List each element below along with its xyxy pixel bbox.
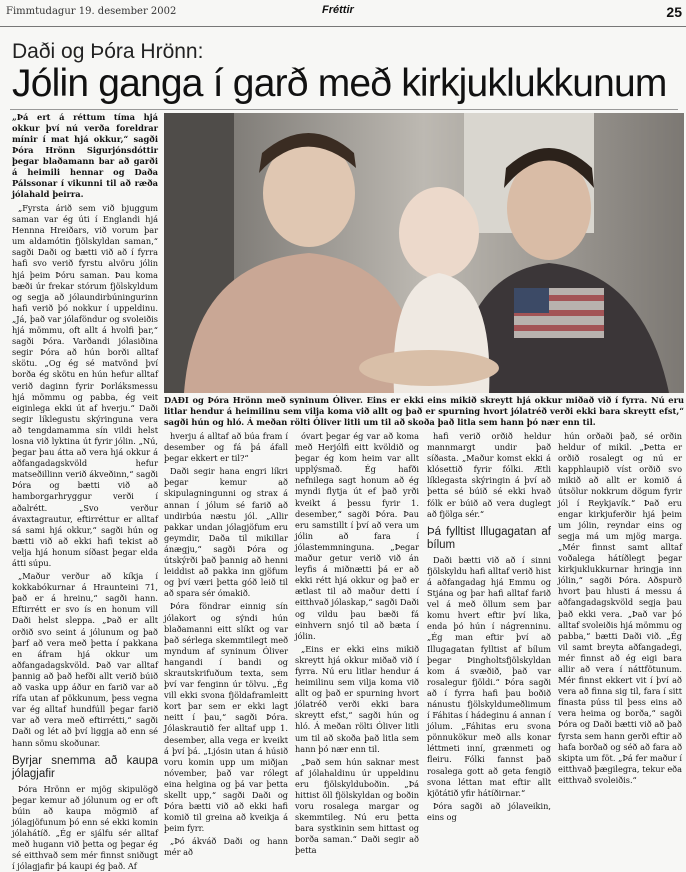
section-name: Fréttir [322,4,354,16]
text-column-1 [12,112,158,872]
photo-caption: DAÐI og Þóra Hrönn með syninum Óliver. Eins er ekki eins mikið skreytt hjá okkur miðað við í fyrra. Nú eru litlar hendur á heimilinu sem vilja koma við allt og það er spurning hvort jólatréð verði ekki bara skreytt efst,“ sagði hún og hló. Á meðan rölti Óliver litli um til að skoða það litla sem hann þó nær enn til. [164,395,684,427]
text-column-3 [295,431,419,856]
paragraph: óvart þegar ég var að koma með Herjólfi eitt kvöldið og þegar ég kom heim var allt upplýsmað. Ég hafði nefnilega sagt honum að ég myndi flytja út ef það yrði kveikt á þessu fyrir 1. desember,“ sagði Þóra. Þau eru samstillt í því að vera um jólin að fara í jólastemmninguna. „Þegar maður getur verið við án leyfis á miðnætti þá er að ekki rétt hjá okkur og það er ætlast til að maður detti í eitthvað jólaskap,“ sagði Daði og vildu þau bæði fá einhvern snjó til að bæta í jólin. [295,431,419,641]
column-1-body [12,203,158,749]
paragraph: „Maður verður að kíkja í kokkabókurnar á Hraunteini 71, það er á hreinu,“ sagði hann. Eftirrétt er svo ís en honum vill Daði helst sleppa. „Það er allt orðið svo seint á jólunum og það þarf að vera með þetta í pakkana en áfram hjá okkur um aðfangadagskvöld. Það var alltaf þannig að það hefði allt verið búið að vaska upp áður en farið var að rífa utan af pökkunum, þess vegna var ég alltaf hundfúll þegar farið var að vera með eftirrétti,“ sagði Daði og lét að því liggja að enn sé hann sömu skoðunar. [12,571,158,748]
article-kicker: Daði og Þóra Hrönn: [12,40,204,63]
page-number: 25 [666,4,682,20]
paragraph: hafi verið orðið heldur mannmargt undir það síðasta. „Maður komst ekki á klósettið fyrir fólki. Ætli líklegasta skýringin á því að þetta sé búið sé ekki hvað fólk er búið að vera duglegt að fjölga sér.“ [427,431,551,519]
text-column-5 [558,431,682,785]
issue-date: Fimmtudagur 19. desember 2002 [6,6,177,17]
subheading: Þá fylltist Illugagatan af bílum [427,525,551,551]
family-photo [164,113,684,393]
article-lead: „Þá ert á réttum tíma hjá okkur því nú verða foreldrar mínir í mat hjá okkur,“ sagði Þóra Hrönn Sigurjónsdóttir þegar blaðamann bar að garði á heimili hennar og Daða Pálssonar í vikunni til að ræða jólahald þeirra. [12,112,158,199]
paragraph: „Eins er ekki eins mikið skreytt hjá okkur miðað við í fyrra. Nú eru litlar hendur á heimilinu sem vilja koma við allt og það er spurning hvort jólatréð verði ekki bara skreytt efst,“ sagði hún og hló. Á meðan rölti Óliver litli um til að skoða það litla sem hann þó nær enn til. [295,643,419,754]
text-column-2 [164,431,288,858]
paragraph: Daði bætti við að í sinni fjölskyldu hafi alltaf verið hist á aðfangadag hjá Emmu og Stjána og þar hafi alltaf farið vel á með öllum sem þar komu hvert eftir því lika, enda þó hún í nágrenninu. „Ég man eftir því að Illugagatan fylltist af bílum þegar Þingholtsfjölskyldan kom á svæðið, það var rosalegur fjöldi.“ Þóra sagði að í fyrra hafi þau boðið nánustu fjölskyldumeðlimum í Fáhitas í hádeginu á annan í jólum. „Fáhitas eru svona pönnukökur með alls konar léttmeti inní, grænmeti og fleiru. Fólki fannst það rosalega gott að geta fengið svona léttan mat eftir allt kjötátið yfir hátíðirnar.“ [427,554,551,798]
subheading: Byrjar snemma að kaupa jólagjafir [12,754,158,780]
paragraph: hverju á alltaf að búa fram í desember og fá þá áfall þegar ekkert er til?“ [164,431,288,464]
paragraph: hún orðaði það, sé orðin heldur of mikil. „Þetta er orðið rosalegt og nú er kapphlaupið víst orðið svo mikið að allt er komið á útsölur nokkrum dögum fyrir jól í Reykjavík.“ Það eru engar kirkjuferðir hjá þeim um jólin, reyndar eins og segja má um mjög marga. „Mér finnst samt alltaf voðalega hátíðlegt þegar kirkjuklukkurnar hringja inn jólin,“ sagði Þóra. Aðspurð hvort þau hlusti á messu á aðfangadagskvöld segja þau það ekki vera. „Það var þó alltaf svoleiðis hjá mömmu og pabba,“ bætti Daði við. „Ég vil samt breyta aðfangadegi, mér finnst að ég eigi bara allir að vera í náttfötunum. Mér finnst ekkert vit í því að vera að finna sig til, fara í sitt fínasta púss til þess eins að vera heima og borða,“ sagði Þóra og Daði bætti við að það fyrsta sem hann gerði eftir að hafa borðað og séð að fara að skipta um föt. „Þá fer maður í eitthvað þægilegra, tekur eða eitthvað svoleiðis.“ [558,431,682,785]
text-column-4 [427,431,551,822]
paragraph: Daði segir hana engri líkri þegar kemur að skipulagningunni og strax á annan í jólum sé farið að undirbúa næstu jól. „Allir pakkar undan jólagjöfum eru geymdir, Daða til mikillar ánægju,“ sagði Þóra og útskýrði það þannig að henni leiddist að pakka inn gjöfum og því væri þetta góð leið til að spara sér ómakið. [164,466,288,599]
page-header [0,0,686,27]
paragraph: Þóra föndrar einnig sín jólakort og sýndi hún blaðamanni eitt slíkt og var það sérlega skemmtilegt með myndum af syninum Óliver hangandi í bandi og skrautskrifuðum texta, sem því var fenginn úr tölvu. „Ég vill ekki svona fjöldaframleitt kort þar sem er ekki lagt neitt í þau,“ sagði Þóra. Jólaskrautið fer alltaf upp 1. desember, alla vega er kveikt á því þá. „Ljósin utan á húsið voru komin upp um miðjan nóvember, það var rólegt eina helgina og þá var þetta skellt upp,“ sagði Daði og Þóra bætti við að ekki hafi komið til greina að kveikja á þeim fyrr. [164,601,288,834]
paragraph: „Þó ákváð Daði og hann mér að [164,836,288,858]
paragraph: Þóra Hrönn er mjög skipulögð þegar kemur að jólunum og er oft búin að kaupa mögmið af jólagjöfunum þó enn sé ekki komin jólahátíð. „Ég er sjálfu sér alltaf með hugann við þetta og þegar ég sé eitthvað sem mér finnst sniðugt í jólagjafir þá kaupi ég það. Af [12,783,158,872]
headline-rule [10,109,678,110]
paragraph: „Fyrsta árið sem við bjuggum saman var ég úti í Englandi hjá Hennna Hreiðars, við vorum þar um aldamótin fjölskyldan saman,“ sagði Daði og bætti við að í fyrra hafi svo verið fyrstu alvöru jólin hjá þeim Þóru saman. Þau koma bæði úr frekar stórum fjölskyldum og segja að jólaundirbúningurinn hafi verið þó nokkur í uppeldinu. „Já, það var jólaföndur og svoleiðis hjá mömmu, oft allt á hvolfi þar,“ sagði Þóra. Varðandi jólasiðina segir Þóra að hún borði alltaf skötu. „Og ég sé matvönd því borða ég skötu en hún hefur alltaf verið daginn fyrir Þorláksmessu hjá mömmu og pabba, ég veit eiginlega ekki út af hverju.“ Daði segir líklegustu skýringuna vera að tengdamamma sín vildi helst losna við lyktina út fyrir jólin. „Nú, þegar þau átta að vera hjá okkur á aðfangadagskvöld hefur matseðillinn verið ákveðinn,“ sagði Þóra og bætti við að hamborgarhryggur verði í aðalrétt. „Svo verður ávaxtagrautur, eftirréttur er alltaf sá sami hjá okkur,“ sagði hún og bætti við að ekki hafi tekist að velja hjá honum síðast þegar elda átti súpu. [12,203,158,568]
paragraph: Þóra sagði að jólaveikin, eins og [427,800,551,822]
article-headline: Jólin ganga í garð með kirkjuklukkunum [12,62,667,105]
paragraph: „Það sem hún saknar mest af jólahaldinu úr uppeldinu eru fjölskylduboðin. „Þá hittist öll fjölskyldan og boðin voru rosalega margar og skemmtileg. Nú eru þetta bara systkinin sem hittast og borða saman.“ Daði segir að þetta [295,756,419,856]
